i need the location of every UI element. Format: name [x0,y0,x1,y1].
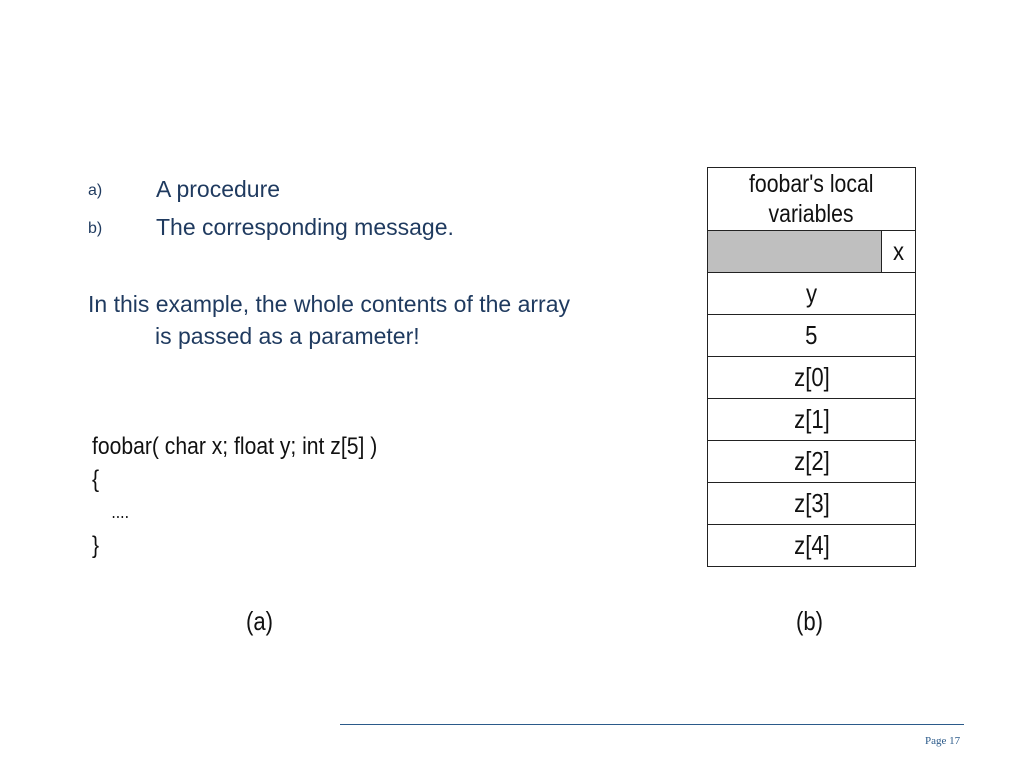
stack-cell-label: y [805,278,818,308]
list-marker: a) [88,182,103,199]
stack-frame-diagram [707,167,916,567]
code-body: .... [111,502,129,522]
list-text: A procedure [156,176,281,202]
page-number: Page 17 [925,735,961,747]
procedure-code [92,430,377,562]
stack-cell-x-label: x [892,236,905,266]
code-open-brace: { [92,466,100,493]
stack-cell-label: 5 [805,320,818,350]
stack-cell [708,315,915,357]
stack-shaded-area [708,231,882,272]
footer-divider [340,724,964,725]
stack-cell [708,483,915,525]
stack-cell [708,399,915,441]
list-marker: b) [88,220,103,237]
paragraph-line-1: In this example, the whole contents of the array [88,291,570,317]
stack-cell [708,273,915,315]
stack-cell [708,525,915,567]
stack-cell [708,357,915,399]
code-close-brace: } [92,532,100,559]
stack-cell-label: z[4] [793,530,830,560]
caption-b: (b) [796,606,824,636]
stack-cell [708,441,915,483]
stack-header [708,168,915,231]
stack-header-line-1: foobar's local [749,170,874,198]
stack-cell-label: z[2] [793,446,830,476]
code-signature: foobar( char x; float y; int z[5] ) [92,433,378,460]
body-paragraph [88,288,698,352]
caption-a: (a) [246,606,274,636]
stack-cell-label: z[3] [793,488,830,518]
stack-cell-x [708,231,915,273]
stack-cell-label: z[1] [793,404,830,434]
stack-header-line-2: variables [768,200,855,228]
stack-cell-label: z[0] [793,362,830,392]
paragraph-line-2: is passed as a parameter! [155,323,420,349]
list-text: The corresponding message. [156,214,454,240]
